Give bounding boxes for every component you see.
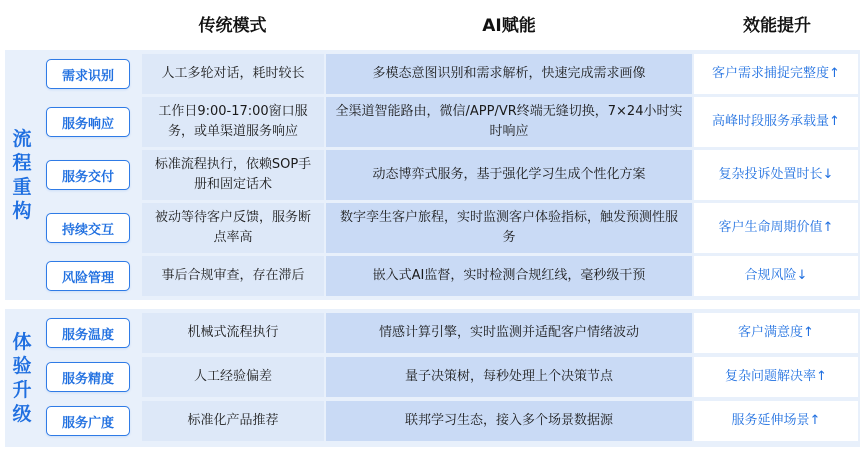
- ai-cell: 动态博弈式服务，基于强化学习生成个性化方案: [326, 150, 692, 200]
- table-row: [0, 401, 865, 441]
- traditional-cell: 工作日9:00-17:00窗口服务，或单渠道服务响应: [142, 97, 324, 147]
- ai-cell: 全渠道智能路由，微信/APP/VR终端无缝切换，7×24小时实时响应: [326, 97, 692, 147]
- traditional-cell: 机械式流程执行: [142, 313, 324, 353]
- table-row: [0, 313, 865, 353]
- traditional-cell: 人工经验偏差: [142, 357, 324, 397]
- table-row: [0, 203, 865, 253]
- group-title-char: 重: [12, 176, 32, 198]
- efficiency-cell: 客户生命周期价值↑: [694, 203, 858, 253]
- group-title-char: 流: [12, 128, 32, 150]
- group-title-char: 级: [12, 403, 32, 425]
- group-title-char: 构: [12, 200, 32, 222]
- header-efficiency: 效能提升: [743, 15, 811, 36]
- header-ai: AI赋能: [482, 15, 536, 36]
- header-traditional: 传统模式: [198, 15, 267, 36]
- row-label-button[interactable]: 需求识别: [46, 59, 130, 89]
- row-label-button[interactable]: 服务交付: [46, 160, 130, 190]
- ai-cell: 多模态意图识别和需求解析，快速完成需求画像: [326, 54, 692, 94]
- group-title-char: 验: [12, 355, 32, 377]
- efficiency-cell: 服务延伸场景↑: [694, 401, 858, 441]
- ai-cell: 数字孪生客户旅程，实时监测客户体验指标，触发预测性服务: [326, 203, 692, 253]
- efficiency-cell: 高峰时段服务承载量↑: [694, 97, 858, 147]
- ai-cell: 情感计算引擎，实时监测并适配客户情绪波动: [326, 313, 692, 353]
- traditional-cell: 标准化产品推荐: [142, 401, 324, 441]
- group-title-char: 程: [12, 152, 32, 174]
- group-title-char: 升: [12, 379, 32, 401]
- row-label-button[interactable]: 持续交互: [46, 213, 130, 243]
- table-row: [0, 54, 865, 94]
- efficiency-cell: 合规风险↓: [694, 256, 858, 296]
- row-label-button[interactable]: 风险管理: [46, 261, 130, 291]
- traditional-cell: 标准流程执行，依赖SOP手册和固定话术: [142, 150, 324, 200]
- group-title-char: 体: [12, 331, 32, 353]
- efficiency-cell: 客户需求捕捉完整度↑: [694, 54, 858, 94]
- ai-cell: 量子决策树，每秒处理上个决策节点: [326, 357, 692, 397]
- efficiency-cell: 复杂问题解决率↑: [694, 357, 858, 397]
- row-label-button[interactable]: 服务广度: [46, 406, 130, 436]
- row-label-button[interactable]: 服务响应: [46, 107, 130, 137]
- table-row: [0, 357, 865, 397]
- row-label-button[interactable]: 服务精度: [46, 362, 130, 392]
- ai-cell: 嵌入式AI监督，实时检测合规红线，毫秒级干预: [326, 256, 692, 296]
- efficiency-cell: 客户满意度↑: [694, 313, 858, 353]
- table-row: [0, 97, 865, 147]
- efficiency-cell: 复杂投诉处置时长↓: [694, 150, 858, 200]
- row-label-button[interactable]: 服务温度: [46, 318, 130, 348]
- ai-cell: 联邦学习生态，接入多个场景数据源: [326, 401, 692, 441]
- traditional-cell: 事后合规审查，存在滞后: [142, 256, 324, 296]
- table-row: [0, 150, 865, 200]
- traditional-cell: 人工多轮对话，耗时较长: [142, 54, 324, 94]
- traditional-cell: 被动等待客户反馈，服务断点率高: [142, 203, 324, 253]
- table-row: [0, 256, 865, 296]
